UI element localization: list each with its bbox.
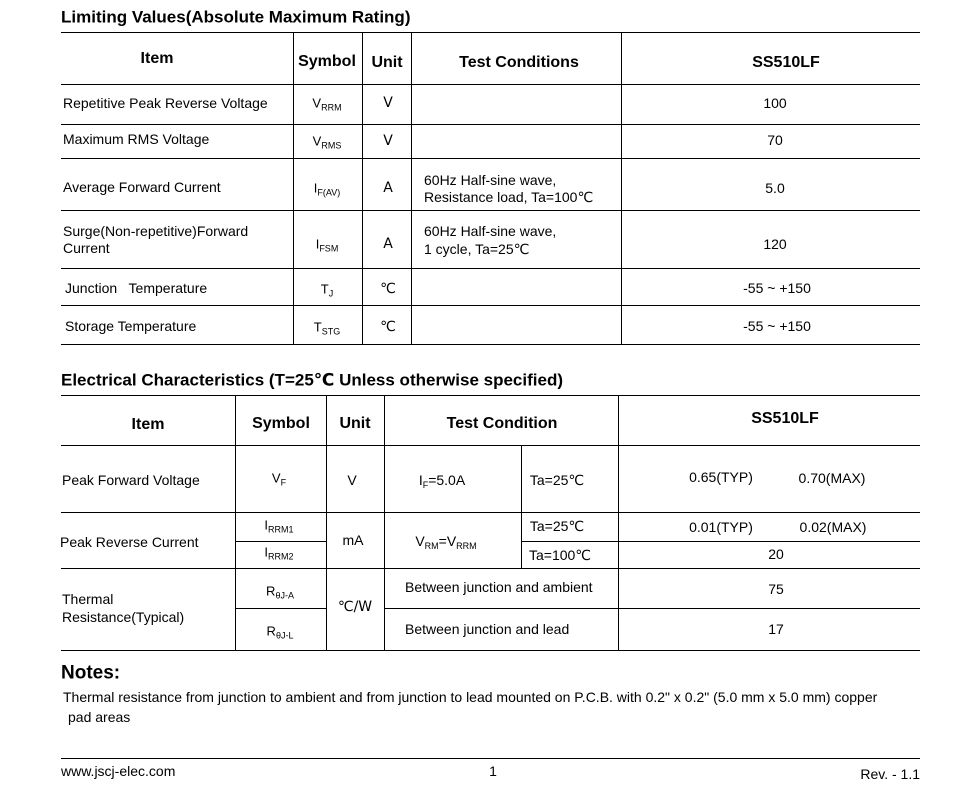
row-test-condition: 1 cycle, Ta=25℃ [424,241,530,257]
symbol-main: I [264,544,269,560]
row-value: 5.0 [765,180,785,196]
row-unit: ℃ [380,319,396,335]
row-value-typ: 0.01(TYP) [689,519,753,535]
row-item: Maximum RMS Voltage [63,131,210,147]
row-temperature: Ta=25℃ [529,518,585,534]
condition-main: =V [438,533,457,549]
notes-text: pad areas [68,709,131,725]
row-value: 100 [763,95,787,111]
row-value-max: 0.70(MAX) [798,470,866,486]
row-test-condition: 60Hz Half-sine wave, [424,223,557,239]
row-item: Storage Temperature [65,318,197,334]
row-unit: V [383,133,393,149]
symbol-subscript: RRM [321,102,342,113]
condition-main: V [415,533,425,549]
notes-title: Notes: [61,662,121,684]
row-temperature: Ta=100℃ [528,547,592,563]
symbol-subscript: θJ-L [275,630,294,641]
row-value: 75 [768,581,784,597]
row-test-condition: Resistance load, Ta=100℃ [424,189,594,205]
row-value: -55 ~ +150 [743,280,811,296]
row-item: Current [63,240,110,256]
condition-rest: =5.0A [428,472,466,488]
symbol-subscript: F [280,477,287,488]
row-item: Surge(Non-repetitive)Forward [63,223,249,239]
limiting-values-title: Limiting Values(Absolute Maximum Rating) [61,7,411,27]
row-unit: V [347,472,357,488]
row-value-typ: 0.65(TYP) [689,469,753,485]
row-unit: mA [342,532,364,548]
symbol-main: T [320,281,329,297]
row-value: 120 [763,236,787,252]
symbol-subscript: J [328,288,334,299]
symbol-subscript: F(AV) [317,187,341,198]
row-unit: A [383,180,393,196]
symbol-main: I [315,236,320,252]
row-item: Repetitive Peak Reverse Voltage [63,95,268,111]
footer-website: www.jscj-elec.com [61,763,176,779]
condition-subscript: RM [424,541,439,551]
symbol-subscript: RMS [321,140,342,151]
symbol-main: V [271,470,281,486]
footer-revision: Rev. - 1.1 [860,766,920,782]
footer-page-number: 1 [489,763,497,779]
row-value: 70 [767,132,783,148]
electrical-characteristics-title: Electrical Characteristics (T=25℃ Unless otherwise specified) [61,370,563,390]
electrical-header-symbol: Symbol [252,415,310,432]
symbol-subscript: FSM [319,243,339,254]
condition-subscript: RRM [456,541,477,551]
symbol-subscript: RRM1 [268,524,294,535]
row-value-max: 0.02(MAX) [799,519,867,535]
symbol-main: I [264,517,269,533]
electrical-header-part-number: SS510LF [751,410,819,427]
symbol-main: I [313,180,318,196]
limiting-header-item: Item [140,50,174,67]
symbol-main: V [312,95,322,111]
row-unit: V [383,95,393,111]
symbol-main: T [313,319,322,335]
symbol-subscript: STG [321,326,341,337]
row-item: Average Forward Current [63,179,221,195]
row-unit: A [383,236,393,252]
limiting-header-part-number: SS510LF [752,54,820,71]
row-value: 20 [768,546,784,562]
symbol-subscript: θJ-A [275,590,294,601]
row-value: -55 ~ +150 [743,318,811,334]
limiting-header-unit: Unit [371,54,403,71]
symbol-subscript: RRM2 [268,551,294,562]
row-item: Junction Temperature [65,280,208,296]
row-item: Thermal [62,591,114,607]
footer-rule [61,758,920,759]
row-item: Resistance(Typical) [62,609,185,625]
row-test-condition: Between junction and lead [405,621,570,637]
row-item: Peak Reverse Current [60,534,199,550]
symbol-main: R [266,623,276,639]
row-item: Peak Forward Voltage [62,472,200,488]
electrical-header-unit: Unit [339,415,371,432]
row-unit: ℃ [380,281,396,297]
condition-main: I [418,472,423,488]
row-test-condition: Between junction and ambient [405,579,593,595]
row-test-condition: 60Hz Half-sine wave, [424,172,557,188]
limiting-header-test-conditions: Test Conditions [459,54,579,71]
symbol-main: R [266,583,276,599]
row-temperature: Ta=25℃ [529,472,585,488]
notes-text: Thermal resistance from junction to ambient and from junction to lead mounted on P.C.B. with 0.2" x 0.2" (5.0 mm x 5.0 mm) copper [63,689,878,705]
limiting-header-symbol: Symbol [298,53,356,70]
electrical-header-test-condition: Test Condition [446,415,558,432]
row-value: 17 [768,621,784,637]
symbol-main: V [312,133,322,149]
row-unit: ℃/W [337,599,373,615]
electrical-header-item: Item [131,416,165,433]
condition-subscript: F [422,480,429,490]
